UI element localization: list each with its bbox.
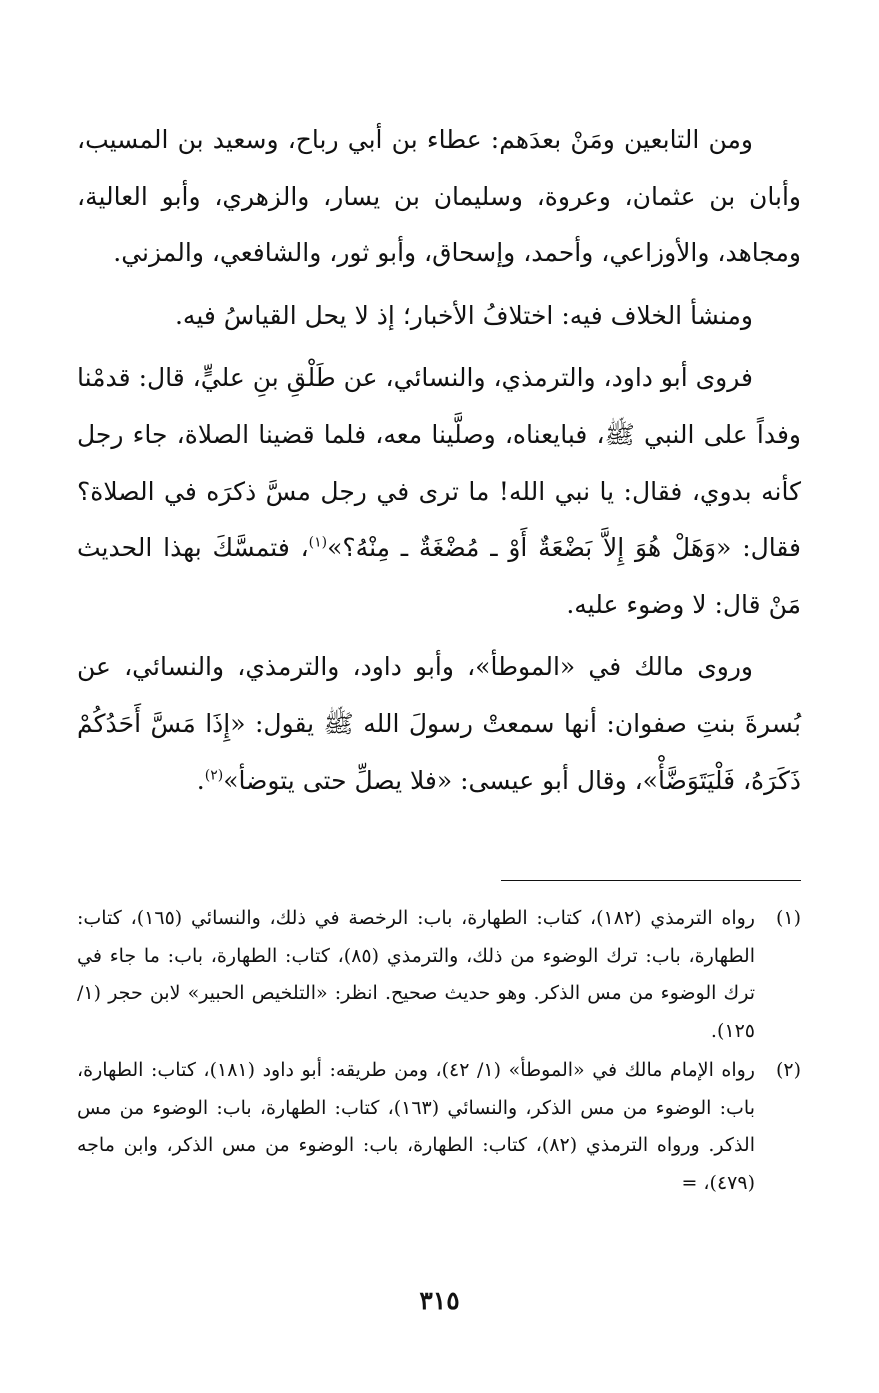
paragraph-talq-hadith	[77, 350, 801, 633]
talq-hadith-text: فروى أبو داود، والترمذي، والنسائي، عن طَلْقِ بنِ عليٍّ، قال: قدمْنا وفداً على النبي ﷺ، فبايعناه، وصلَّينا معه، فلما قضينا الصلاة، جاء رجل كأنه بدوي، فقال: يا نبي الله! ما ترى في رجل مسَّ ذكرَه في الصلاة؟ فقال: «وَهَلْ هُوَ إِلاَّ بَضْعَةٌ أَوْ ـ مُضْغَةٌ ـ مِنْهُ؟»	[77, 363, 801, 563]
footnote-2	[77, 1052, 801, 1202]
footnote-divider	[501, 880, 801, 881]
paragraph-tabiin: ومن التابعين ومَنْ بعدَهم: عطاء بن أبي رباح، وسعيد بن المسيب، وأبان بن عثمان، وعروة، وسليمان بن يسار، والزهري، وأبو العالية، ومجاهد، والأوزاعي، وأحمد، وإسحاق، وأبو ثور، والشافعي، والمزني.	[77, 125, 801, 268]
footnote-text: رواه الإمام مالك في «الموطأ» (١/ ٤٢)، ومن طريقه: أبو داود (١٨١)، كتاب: الطهارة، باب: الوضوء من مس الذكر، والنسائي (١٦٣)، كتاب: الطهارة، باب: الوضوء من مس الذكر. ورواه الترمذي (٨٢)، كتاب: الطهارة، باب: الوضوء من مس الذكر، وابن ماجه (٤٧٩)، =	[77, 1059, 755, 1194]
paragraph-busra-hadith	[77, 639, 801, 809]
busra-hadith-text: وروى مالك في «الموطأ»، وأبو داود، والترمذي، والنسائي، عن بُسرةَ بنتِ صفوان: أنها سمعتْ رسولَ الله ﷺ يقول: «إِذَا مَسَّ أَحَدُكُمْ ذَكَرَهُ، فَلْيَتَوَضَّأْ»، وقال أبو عيسى: «فلا يصلِّ حتى يتوضأ»	[77, 652, 801, 795]
footnotes	[77, 900, 801, 1202]
footnote-ref-2: (٢)	[204, 767, 224, 784]
footnote-number: (٢)	[775, 1059, 801, 1081]
busra-hadith-tail: .	[196, 765, 205, 795]
footnote-text: رواه الترمذي (١٨٢)، كتاب: الطهارة، باب: الرخصة في ذلك، والنسائي (١٦٥)، كتاب: الطهارة، باب: ترك الوضوء من ذلك، والترمذي (٨٥)، كتاب: الطهارة، باب: ما جاء في ترك الوضوء من مس الذكر. وهو حديث صحيح. انظر: «التلخيص الحبير» لابن حجر (١/ ١٢٥).	[77, 907, 755, 1042]
main-text	[77, 112, 801, 809]
footnote-1	[77, 900, 801, 1050]
page-number: ٣١٥	[419, 1286, 460, 1315]
talq-hadith-tail: ، فتمسَّكَ بهذا الحديث مَنْ قال: لا وضوء عليه.	[77, 533, 801, 619]
footnote-number: (١)	[775, 907, 801, 929]
footnote-ref-1: (١)	[308, 534, 328, 551]
paragraph-origin-of-dispute: ومنشأ الخلاف فيه: اختلافُ الأخبار؛ إذ لا يحل القياسُ فيه.	[174, 300, 753, 330]
